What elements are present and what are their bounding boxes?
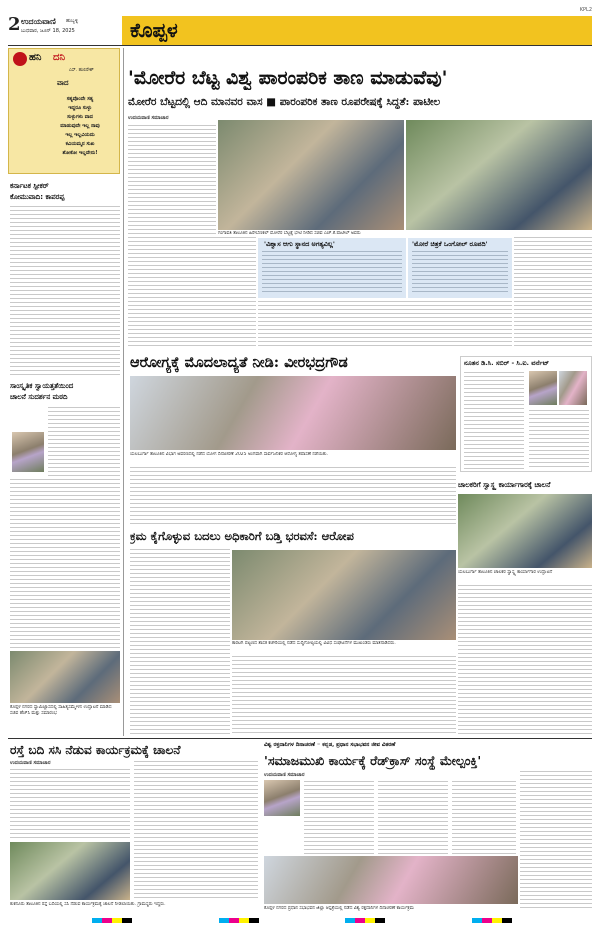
- lead-box-1: [258, 238, 406, 298]
- bottom-right-photo-small: [264, 780, 300, 816]
- paper-name: ಉದಯವಾಣಿ: [21, 17, 56, 26]
- profile-photo-2: [559, 371, 587, 405]
- left-story2-body: [48, 406, 120, 476]
- profile-photo-1: [529, 371, 557, 405]
- bottom-left-body-col1: [10, 768, 130, 838]
- bottom-right-photo: [264, 856, 518, 904]
- workshop-headline: ಚಾಲಕರಿಗೆ ಸ್ವಾಸ್ಥ್ಯ ಕಾರ್ಯಾಗಾರಕ್ಕೆ ಚಾಲನೆ: [458, 480, 551, 489]
- action-body-col2: [232, 655, 456, 734]
- bottom-left-photo: [10, 842, 130, 900]
- profile-box-title: ನೂತನ ಡಿ.ಸಿ. ಸಬಿರ್ - ಸಿ.ಐ. ವರ್ನೆಟ್: [464, 359, 550, 367]
- lead-photo-group: [406, 120, 592, 230]
- poem-line: ಕವಿಯಮ್ಮನ ಸುಖ: [65, 141, 95, 147]
- left-story2-heading: ಸಾಂಸ್ಕೃತಿಕ ಸ್ವಾಯತ್ತತೆಯಿಂದ: [10, 382, 74, 390]
- poem-line: ಸತ್ಯವೊಂದೇ ಸತ್ಯ: [66, 96, 94, 102]
- health-photo-caption: ಯಲಬುರ್ಗಾ ತಾಲೂಕಿನ ವಿಭಾಗ ಅವರಣದಲ್ಲಿ ನಡೆದ ಯೋಗ ದಿನಾಚರಣೆ 2025 ಅಂಗವಾಗಿ ಸಾರ್ವಜನಿಕರ ಆರೋಗ್ಯ ತಪಾಸಣೆ ನಡೆಯಿತು.: [130, 452, 329, 457]
- page-code: KPL2: [579, 7, 592, 13]
- lead-box-1-body: [262, 250, 402, 294]
- bottom-right-body-col2: [378, 780, 448, 854]
- health-body: [130, 466, 456, 524]
- action-headline: ಕ್ರಮ ಕೈಗೊಳ್ಳುವ ಬದಲು ಅಧಿಕಾರಿಗೆ ಬಡ್ತಿ ಭರವಸೆ: ಆರೋಪ: [130, 529, 354, 543]
- left-story1-body: [10, 205, 120, 377]
- honey-dani-poem: [43, 95, 117, 158]
- bottom-left-body-col2: [134, 760, 258, 900]
- workshop-body: [458, 584, 592, 734]
- health-photo: [130, 376, 456, 450]
- poem-line: ಶೋಕೋ ಇಲ್ಲವೇನು!: [62, 150, 98, 156]
- action-body-col1: [130, 548, 230, 734]
- lead-box-1-title: 'ವಿಶ್ವಾಸ ಆಗು ಸ್ಥಾನದ ಅಗತ್ಯವಿಲ್ಲ': [264, 240, 335, 248]
- poem-line: ಸುಳ್ಳುಗಳು ವಾದ: [67, 114, 93, 120]
- workshop-photo: [458, 494, 592, 568]
- left-portrait-photo: [12, 432, 44, 472]
- poem-line: ಇಲ್ಲ ಇಲ್ಲವಿಯದು: [65, 132, 95, 138]
- workshop-photo-caption: ಯಲಬುರ್ಗಾ ತಾಲೂಕಿನ ಚಾಲಕರ ಸ್ವಾಸ್ಥ್ಯ ಕಾರ್ಯಾಗಾರ ಉದ್ಘಾಟನೆ: [458, 570, 553, 575]
- lead-box-2: [408, 238, 512, 298]
- honey-dani-logo: [13, 52, 27, 66]
- profile-box: [460, 356, 592, 472]
- lead-byline: ಉದಯವಾಣಿ ಸಮಾಚಾರ: [128, 115, 169, 121]
- lead-body-col2: [258, 300, 512, 348]
- honey-dani-label: ವಾದ: [57, 79, 69, 87]
- page-number: 2: [8, 14, 21, 35]
- section-title-bar: [122, 16, 592, 45]
- bottom-right-body-col3: [452, 780, 516, 854]
- honey-dani-title-b: ದನಿ: [53, 52, 66, 63]
- bottom-rule: [8, 738, 592, 739]
- left-story2-subhead: ಚಾಲನೆ ಸುದರ್ಶನ ಮಠದಿ: [10, 393, 68, 401]
- lead-photo-caption: ಗಂಗಾವತಿ ತಾಲೂಕಿನ ಹಿರೇಬೆಣಕಲ್ ಮೋರೆರ ಬೆಟ್ಟಕ್ಕೆ ಭೇಟಿ ನೀಡಿದ ಸಚಿವ ಎಚ್.ಕೆ.ಪಾಟೀಲ್‌ ಅವರು: [218, 231, 361, 236]
- bottom-right-kicker: ವಿಶ್ವ ರಕ್ತದಾನಿಗಳ ದಿನಾಚರಣೆ ◦ ಕನ್ನಡ, ಪ್ರಧಾನ ಸಭಾಭವನ ಜೀವ ವಿತರಣೆ: [264, 742, 396, 748]
- profile-box-body: [464, 371, 524, 469]
- section-title: ಕೊಪ್ಪಳ: [130, 18, 178, 42]
- bottom-right-headline: 'ಸಮಾಜಮುಖಿ ಕಾರ್ಯಕ್ಕೆ ರೆಡ್‌ಕ್ರಾಸ್ ಸಂಸ್ಥೆ ಮೇಲ್ಪಂಕ್ತಿ': [264, 753, 482, 768]
- lead-body-col1b: [128, 236, 256, 348]
- lead-headline: 'ಮೋರೆರ ಬೆಟ್ಟ ವಿಶ್ವ ಪಾರಂಪರಿಕ ತಾಣ ಮಾಡುವೆವು': [128, 67, 448, 89]
- bottom-left-byline: ಉದಯವಾಣಿ ಸಮಾಚಾರ: [10, 760, 51, 766]
- left-event-photo: [10, 651, 120, 703]
- poem-line: ಮಾಡುವುದೇ ಇಲ್ಲ ನಾವು: [60, 123, 100, 129]
- honey-dani-author: ಎಸ್. ಹುಲಿರೇಶ್: [69, 68, 94, 73]
- left-story1-heading: ಕರ್ನಾಟಕ ಸ್ಪೀಕರ್: [10, 182, 49, 190]
- bottom-right-photo-caption: ಕೊಪ್ಪಳ ನಗರದ ಪ್ರಧಾನ ಸಭಾಭವನ ಜಿಲ್ಲಾ ಆಸ್ಪತ್ರೆಯಲ್ಲಿ ನಡೆದ ವಿಶ್ವ ರಕ್ತದಾನಿಗಳ ದಿನಾಚರಣೆ ಕಾರ್ಯಕ್ರಮ: [264, 906, 414, 911]
- honey-dani-title-a: ಹನಿ: [29, 52, 42, 63]
- lead-subhead: ಮೋರೆರ ಬೆಟ್ಟದಲ್ಲಿ ಆದಿ ಮಾನವರ ವಾಸ ■ ಪಾರಂಪರಿಕ ತಾಣ ರೂಪರೇಷಕ್ಕೆ ಸಿದ್ಧತೆ: ಪಾಟೀಲ: [128, 96, 441, 108]
- left-story2-body-cont: [10, 478, 120, 648]
- left-story1-subhead: ಕೋಮುವಾದಿ: ಕಾಪರಪ್ಪ: [10, 193, 65, 201]
- lead-box-2-title: 'ಮೋರೆ ಚಿತ್ರಕೆ ಒಂಗೋಲ್ ರೂಪದಿ': [412, 240, 488, 248]
- bottom-right-byline: ಉದಯವಾಣಿ ಸಮಾಚಾರ: [264, 772, 305, 778]
- poem-line: ಇದ್ದರೂ ಸುಳ್ಳು: [68, 105, 92, 111]
- masthead-rule: [8, 45, 592, 46]
- left-photo-caption: ಕೊಪ್ಪಳ ನಗರದ ಸ್ವಾಮಿಜ್ಞಾಸದಲ್ಲಿ ಸಾಹಿತ್ಯಸಮ್ಮೇಳನ ಉದ್ಘಾಟನೆ ಮಾಡಿದ ಸಚಿವ ಹೆಚ್‌ಸಿ ಮತ್ತು ಸಮಾರಂಭ: [10, 705, 112, 716]
- honey-dani-box: [8, 48, 120, 174]
- bottom-left-photo-caption: ಕುಕನೂರು ತಾಲೂಕಿನ ರಸ್ತೆ ಬದಿಯಲ್ಲಿ ಸಸಿ ನೆಡುವ ಕಾರ್ಯಕ್ರಮಕ್ಕೆ ಚಾಲನೆ ನೀಡಲಾಯಿತು. ಗ್ರಾಮಸ್ಥರು ಇದ್ದರು.: [10, 902, 166, 907]
- bottom-right-body-col4: [520, 770, 592, 910]
- edition-tag: ಹುಬ್ಬಳ್ಳಿ: [66, 18, 79, 24]
- lead-box-2-body: [412, 250, 508, 294]
- action-photo: [232, 550, 456, 640]
- bottom-left-headline: ರಸ್ತೆ ಬದಿ ಸಸಿ ನೆಡುವ ಕಾರ್ಯಕ್ರಮಕ್ಕೆ ಚಾಲನೆ: [10, 743, 181, 757]
- action-photo-caption: ಕಾರಟಗಿ ಪಟ್ಟಣದ ಶಾಸಕ ಕಚೇರಿಯಲ್ಲಿ ನಡೆದ ಸುದ್ದಿಗೋಷ್ಠಿಯಲ್ಲಿ ವಿವಿಧ ಸಂಘಟನೆಗಳ ಮುಖಂಡರು ಮಾತನಾಡಿದರು.: [232, 641, 396, 646]
- lead-photo-main: [218, 120, 404, 230]
- health-headline: ಆರೋಗ್ಯಕ್ಕೆ ಮೊದಲಾದ್ಯತೆ ನೀಡಿ: ವೀರಭದ್ರಗೌಡ: [130, 354, 348, 371]
- lead-body-col1: [128, 124, 216, 234]
- column-rule: [123, 48, 124, 736]
- lead-body-col4: [514, 236, 592, 348]
- color-registration-marks: [92, 918, 512, 924]
- bottom-right-body-col1: [304, 780, 374, 854]
- profile-box-body-2: [529, 409, 589, 469]
- issue-date: ಬುಧವಾರ, ಜೂನ್ 18, 2025: [21, 28, 75, 34]
